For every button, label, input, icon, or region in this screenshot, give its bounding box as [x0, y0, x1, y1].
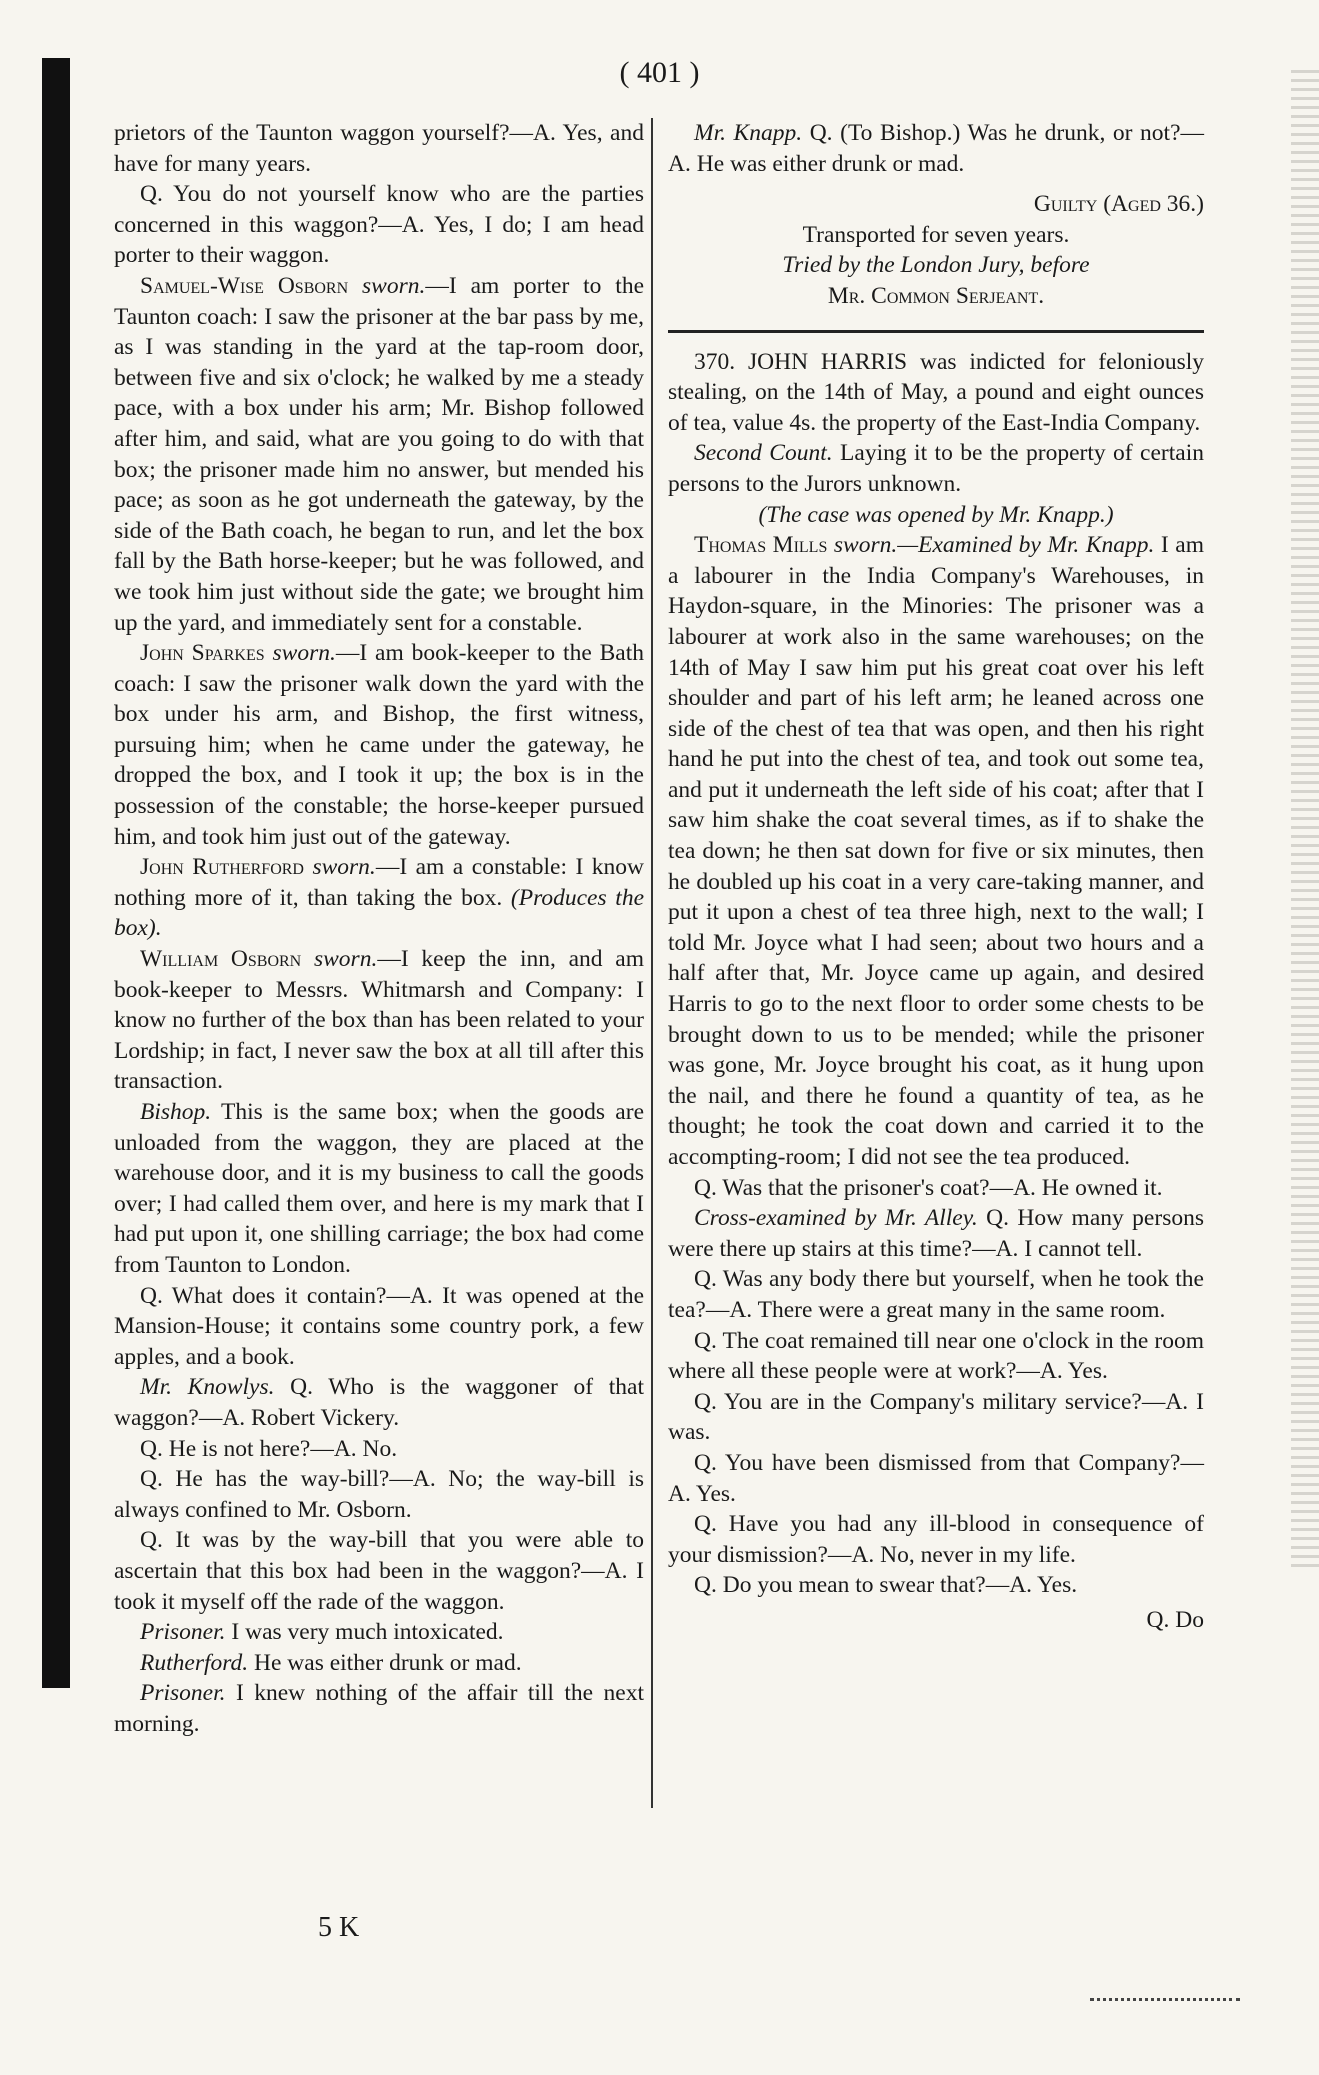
stage-direction: (Produces the box).: [114, 884, 645, 942]
paragraph: [668, 347, 1204, 439]
speaker-role: sworn.—Examined by Mr. Knapp.: [833, 532, 1155, 559]
paragraph: [114, 852, 644, 944]
paragraph: [114, 1281, 644, 1373]
paragraph: [114, 1648, 644, 1679]
paragraph: [668, 530, 1204, 1172]
speaker-name: John Rutherford: [140, 854, 304, 881]
paragraph: [668, 1387, 1204, 1448]
paragraph: [668, 1203, 1204, 1264]
testimony-text: This is the same box; when the goods are unloaded from the waggon, they are placed at the warehouse door, and it is my business to call the goods over; I had called them over, and here is my mark that I had put upon it, one shilling carriage; the box had come from Taunton to London.: [114, 1099, 644, 1278]
speaker-role: sworn.: [312, 854, 376, 881]
right-column: [668, 118, 1204, 1636]
paragraph: [114, 179, 644, 271]
testimony-text: I was very much intoxicated.: [225, 1619, 504, 1646]
testimony-text: Q. Have you had any ill-blood in consequence of your dismission?—A. No, never in my life.: [668, 1511, 1204, 1568]
paragraph: [668, 500, 1204, 531]
speaker-name: Samuel-Wise Osborn: [140, 272, 349, 299]
paragraph: [668, 1509, 1204, 1570]
stage-direction: (The case was opened by Mr. Knapp.): [758, 501, 1114, 528]
testimony-text: prietors of the Taunton waggon yourself?—A. Yes, and have for many years.: [114, 120, 644, 177]
speaker-label: Bishop.: [140, 1099, 212, 1125]
speaker-label: Rutherford.: [140, 1649, 249, 1676]
testimony-text: 370. JOHN HARRIS was indicted for feloniously stealing, on the 14th of May, a pound and eight ounces of tea, value 4s. the property of the East-India Company.: [668, 348, 1204, 436]
paragraph: [668, 1326, 1204, 1387]
speaker-role: sworn.: [362, 272, 426, 299]
testimony-text: Q. Do you mean to swear that?—A. Yes.: [694, 1572, 1078, 1599]
paragraph: [668, 118, 1204, 179]
testimony-text: —I am a constable: I know nothing more of it, than taking the box.: [114, 854, 644, 911]
testimony-text: Q. You are in the Company's military service?—A. I was.: [668, 1388, 1204, 1446]
signature-mark: 5 K: [318, 1912, 360, 1943]
testimony-text: Q. Was that the prisoner's coat?—A. He owned it.: [694, 1174, 1163, 1201]
catchword: Q. Do: [1146, 1606, 1204, 1633]
testimony-text: —I am porter to the Taunton coach: I saw the prisoner at the bar pass by me, as I was standing in the yard at the tap-room door, between five and six o'clock; he walked by me a steady pace, with a box under his arm; Mr. Bishop followed after him, and said, what are you going to do with that box; the prisoner made him no answer, but mended his pace; as soon as he got underneath the gateway, by the side of the Bath coach, he began to run, and let the box fall by the Bath horse-keeper; but he was followed, and we took him just without side the gate; we brought him up the yard, and immediately sent for a constable.: [114, 272, 644, 636]
speaker-name: John Sparkes: [140, 640, 265, 667]
page-number: ( 401 ): [619, 56, 700, 89]
testimony-text: Q. You have been dismissed from that Company?—A. Yes.: [668, 1449, 1204, 1507]
testimony-text: Q. Was any body there but yourself, when he took the tea?—A. There were a great many in the same room.: [668, 1266, 1204, 1323]
testimony-text: I am a labourer in the India Company's Warehouses, in Haydon-square, in the Minories: The prisoner was a labourer at work also in the same warehouses; on the 14th of May I saw him put his great coat over his left shoulder and part of his left arm; he leaned across one side of the chest of tea that was open, and then his right hand he put into the chest of tea, and took out some tea, and put it underneath the left side of his coat; after that I saw him shake the coat several times, as if to shake the tea down; he then sat down for five or six minutes, then he doubled up his coat in a very care-taking manner, and put it upon a chest of tea three high, next to the wall; I told Mr. Joyce what I had seen; about two hours and a half after that, Mr. Joyce came up again, and desired Harris to go to the next floor to order some chests to be brought down to us to be mended; while the prisoner was gone, Mr. Joyce brought his coat, as it hung upon the nail, and there he found a quantity of tea, as he thought; he took the coat down and carried it to the accompting-room; I did not see the tea produced.: [668, 532, 1204, 1170]
testimony-text: Q. He has the way-bill?—A. No; the way-bill is always confined to Mr. Osborn.: [114, 1466, 644, 1523]
paragraph: [668, 1173, 1204, 1204]
paragraph: [114, 1434, 644, 1465]
paragraph: [114, 1617, 644, 1648]
left-column: [114, 118, 644, 1739]
paragraph: [114, 1678, 644, 1739]
paragraph: [114, 271, 644, 638]
paragraph: [668, 1570, 1204, 1601]
paragraph: [114, 118, 644, 179]
scan-binding-edge: [42, 58, 70, 1688]
testimony-text: Q. You do not yourself know who are the parties concerned in this waggon?—A. Yes, I do; I am head porter to their waggon.: [114, 181, 644, 269]
column-divider: [651, 118, 653, 1808]
paragraph: [114, 1097, 644, 1281]
paragraph: [114, 1525, 644, 1617]
paragraph: [114, 638, 644, 852]
paragraph: [114, 1372, 644, 1433]
speaker-name: William Osborn: [140, 946, 302, 973]
testimony-text: Q. The coat remained till near one o'clock in the room where all these people were at work?—A. Yes.: [668, 1327, 1204, 1385]
paragraph: [668, 1264, 1204, 1325]
testimony-text: Q. How many persons were there up stairs at this time?—A. I cannot tell.: [668, 1205, 1204, 1262]
testimony-text: Q. He is not here?—A. No.: [140, 1435, 398, 1462]
testimony-text: Q. It was by the way-bill that you were able to ascertain that this box had been in the waggon?—A. I took it myself off the rade of the waggon.: [114, 1527, 644, 1615]
speaker-label: Prisoner.: [140, 1619, 226, 1646]
paragraph: [668, 1448, 1204, 1509]
testimony-text: Q. (To Bishop.) Was he drunk, or not?—A. He was either drunk or mad.: [668, 120, 1204, 177]
speaker-label: Mr. Knowlys.: [140, 1374, 275, 1401]
sentence: Transported for seven years.: [802, 221, 1070, 248]
case-370: [668, 347, 1204, 1601]
right-column-continuation: [668, 118, 1204, 179]
page-bottom-dots: [1090, 1998, 1240, 2001]
speaker-label: Prisoner.: [140, 1680, 226, 1707]
speaker-label: Second Count.: [694, 440, 833, 467]
speaker-role: sworn.: [272, 640, 336, 667]
speaker-role: sworn.: [313, 946, 378, 973]
testimony-text: —I keep the inn, and am book-keeper to Messrs. Whitmarsh and Company: I know no further of the box than has been related to your Lordship; in fact, I never saw the box at all till after this transaction.: [114, 946, 644, 1095]
verdict-guilty: Guilty (Aged 36.): [1033, 191, 1204, 218]
speaker-label: Mr. Knapp.: [694, 120, 803, 146]
case-separator-rule: [668, 330, 1204, 333]
testimony-text: I knew nothing of the affair till the next morning.: [114, 1680, 644, 1737]
paragraph: [668, 438, 1204, 499]
testimony-text: Q. What does it contain?—A. It was opened at the Mansion-House; it contains some country pork, a few apples, and a book.: [114, 1282, 644, 1370]
scan-page-edge: [1291, 70, 1319, 1570]
paragraph: [114, 1464, 644, 1525]
speaker-label: Cross-examined by Mr. Alley.: [694, 1205, 978, 1232]
speaker-name: Thomas Mills: [694, 532, 828, 559]
tried-by: Tried by the London Jury, before: [782, 252, 1090, 279]
judge: Mr. Common Serjeant.: [827, 282, 1045, 309]
paragraph: [114, 944, 644, 1097]
testimony-text: Q. Who is the waggoner of that waggon?—A. Robert Vickery.: [114, 1374, 644, 1431]
testimony-text: —I am book-keeper to the Bath coach: I saw the prisoner walk down the yard with the box under his arm, and Bishop, the first witness, pursuing him; when he came under the gateway, he dropped the box, and I took it up; the box is in the possession of the constable; the horse-keeper pursued him, and took him just out of the gateway.: [114, 640, 645, 850]
testimony-text: He was either drunk or mad.: [248, 1649, 522, 1676]
testimony-text: Laying it to be the property of certain persons to the Jurors unknown.: [668, 440, 1204, 497]
